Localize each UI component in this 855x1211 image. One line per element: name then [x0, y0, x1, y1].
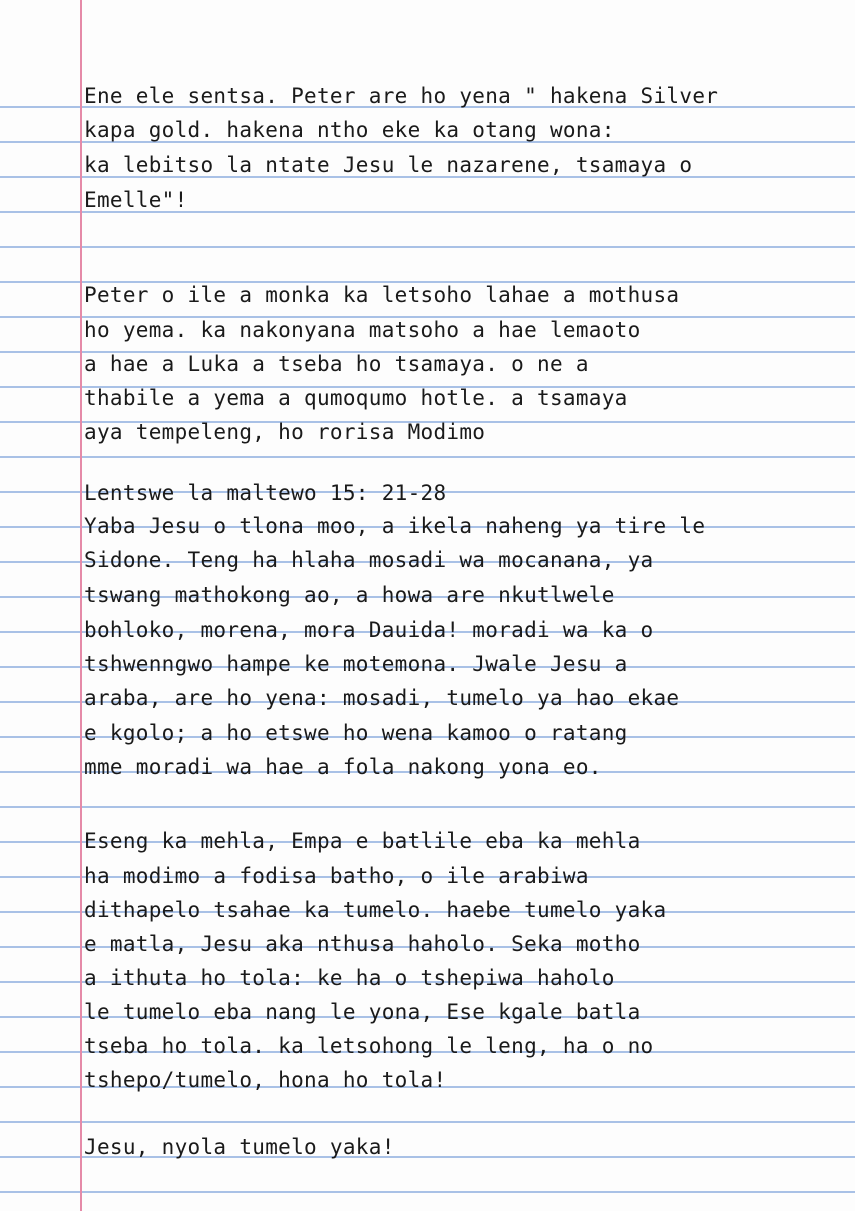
red-margin-line [80, 0, 82, 1211]
text-line: tseba ho tola. ka letsohong le leng, ha o no [84, 1034, 654, 1058]
text-line: ho yema. ka nakonyana matsoho a hae lemaoto [84, 318, 641, 342]
text-line: aya tempeleng, ho rorisa Modimo [84, 420, 486, 444]
text-line: ha modimo a fodisa batho, o ile arabiwa [84, 864, 589, 888]
text-line: thabile a yema a qumoqumo hotle. a tsamaya [84, 386, 628, 410]
text-line: e matla, Jesu aka nthusa haholo. Seka motho [84, 932, 641, 956]
text-line: le tumelo eba nang le yona, Ese kgale batla [84, 1000, 641, 1024]
text-line: a ithuta ho tola: ke ha o tshepiwa haholo [84, 966, 615, 990]
text-line: Eseng ka mehla, Empa e batlile eba ka mehla [84, 829, 641, 853]
top-blank-margin [0, 0, 855, 73]
scripture-reference: Lentswe la maltewo 15: 21-28 [84, 481, 447, 505]
text-line: bohloko, morena, mora Dauida! moradi wa ka o [84, 618, 654, 642]
text-line: tswang mathokong ao, a howa are nkutlwele [84, 583, 615, 607]
text-line: Sidone. Teng ha hlaha mosadi wa mocanana, ya [84, 548, 654, 572]
text-line: Ene ele sentsa. Peter are ho yena " hakena Silver [84, 84, 719, 108]
text-line: mme moradi wa hae a fola nakong yona eo. [84, 755, 602, 779]
text-line: tshepo/tumelo, hona ho tola! [84, 1068, 447, 1092]
text-line: Yaba Jesu o tlona moo, a ikela naheng ya tire le [84, 514, 706, 538]
text-line: tshwenngwo hampe ke motemona. Jwale Jesu a [84, 652, 628, 676]
text-line: araba, are ho yena: mosadi, tumelo ya hao ekae [84, 686, 680, 710]
text-line: dithapelo tsahae ka tumelo. haebe tumelo yaka [84, 898, 667, 922]
closing-prayer-line: Jesu, nyola tumelo yaka! [84, 1135, 395, 1159]
text-line: ka lebitso la ntate Jesu le nazarene, tsamaya o [84, 153, 693, 177]
text-line: Emelle"! [84, 188, 188, 212]
text-line: e kgolo; a ho etswe ho wena kamoo o ratang [84, 721, 628, 745]
text-line: Peter o ile a monka ka letsoho lahae a mothusa [84, 283, 680, 307]
text-line: a hae a Luka a tseba ho tsamaya. o ne a [84, 352, 589, 376]
text-line: kapa gold. hakena ntho eke ka otang wona: [84, 118, 615, 142]
